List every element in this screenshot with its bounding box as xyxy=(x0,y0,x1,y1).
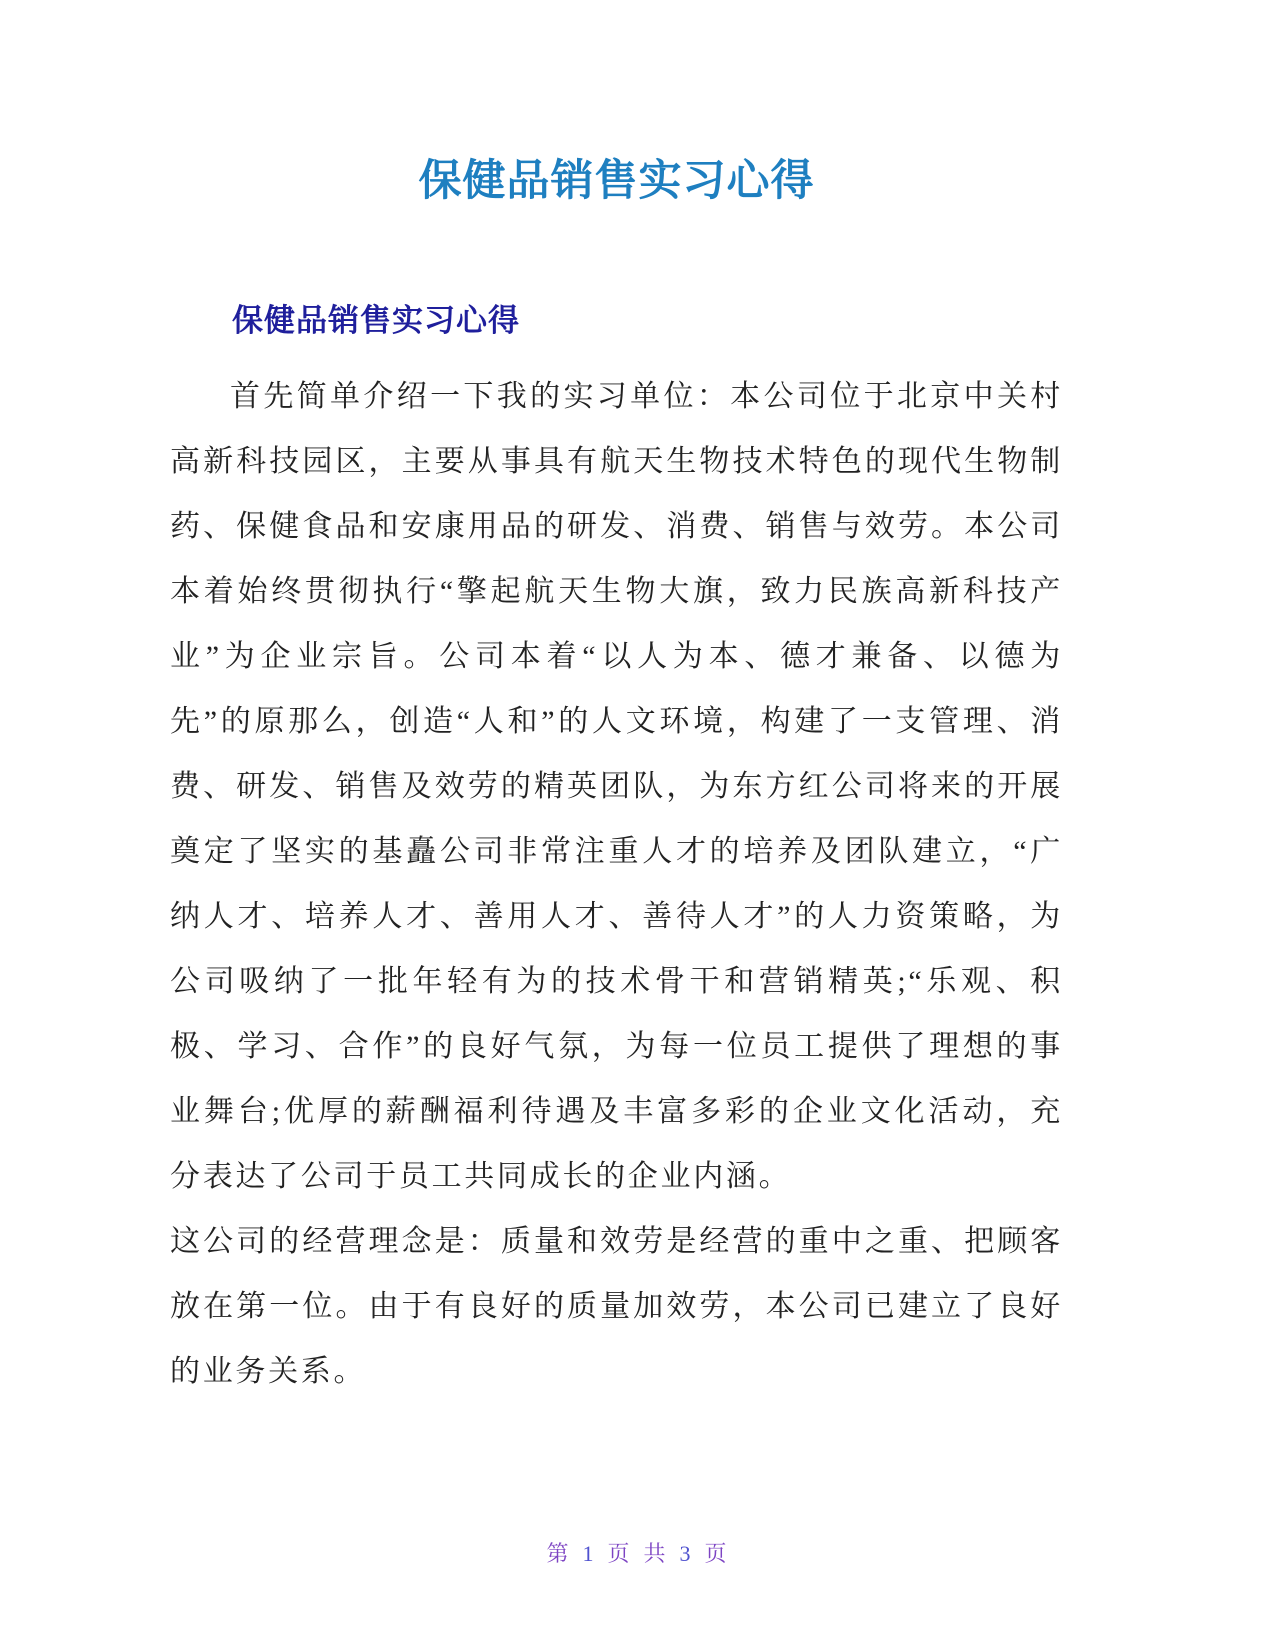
paragraph-intro: 首先简单介绍一下我的实习单位：本公司位于北京中关村高新科技园区，主要从事具有航天生物技术特色的现代生物制药、保健食品和安康用品的研发、消费、销售与效劳。本公司本着始终贯彻执行“擎起航天生物大旗，致力民族高新科技产业”为企业宗旨。公司本着“以人为本、德才兼备、以德为先”的原那么，创造“人和”的人文环境，构建了一支管理、消费、研发、销售及效劳的精英团队，为东方红公司将来的开展奠定了坚实的基矗公司非常注重人才的培养及团队建立，“广纳人才、培养人才、善用人才、善待人才”的人力资策略，为公司吸纳了一批年轻有为的技术骨干和营销精英;“乐观、积极、学习、合作”的良好气氛，为每一位员工提供了理想的事业舞台;优厚的薪酬福利待遇及丰富多彩的企业文化活动，充分表达了公司于员工共同成长的企业内涵。 xyxy=(170,380,1063,1194)
footer-total-pages-number: 3 xyxy=(679,1541,693,1566)
document-title: 保健品销售实习心得 xyxy=(418,157,815,205)
document-content xyxy=(0,158,1275,1404)
page-footer xyxy=(0,1537,1275,1568)
footer-label-ye-1: 页 xyxy=(607,1541,632,1566)
footer-current-page-number: 1 xyxy=(582,1541,596,1566)
paragraph-business-philosophy: 这公司的经营理念是：质量和效劳是经营的重中之重、把顾客放在第一位。由于有良好的质量加效劳，本公司已建立了良好的业务关系。 xyxy=(170,1225,1063,1389)
section-heading: 保健品销售实习心得 xyxy=(232,303,520,339)
footer-label-gong: 共 xyxy=(643,1541,668,1566)
document-body xyxy=(170,364,1063,1404)
footer-label-ye-2: 页 xyxy=(704,1541,729,1566)
footer-label-di: 第 xyxy=(546,1541,571,1566)
